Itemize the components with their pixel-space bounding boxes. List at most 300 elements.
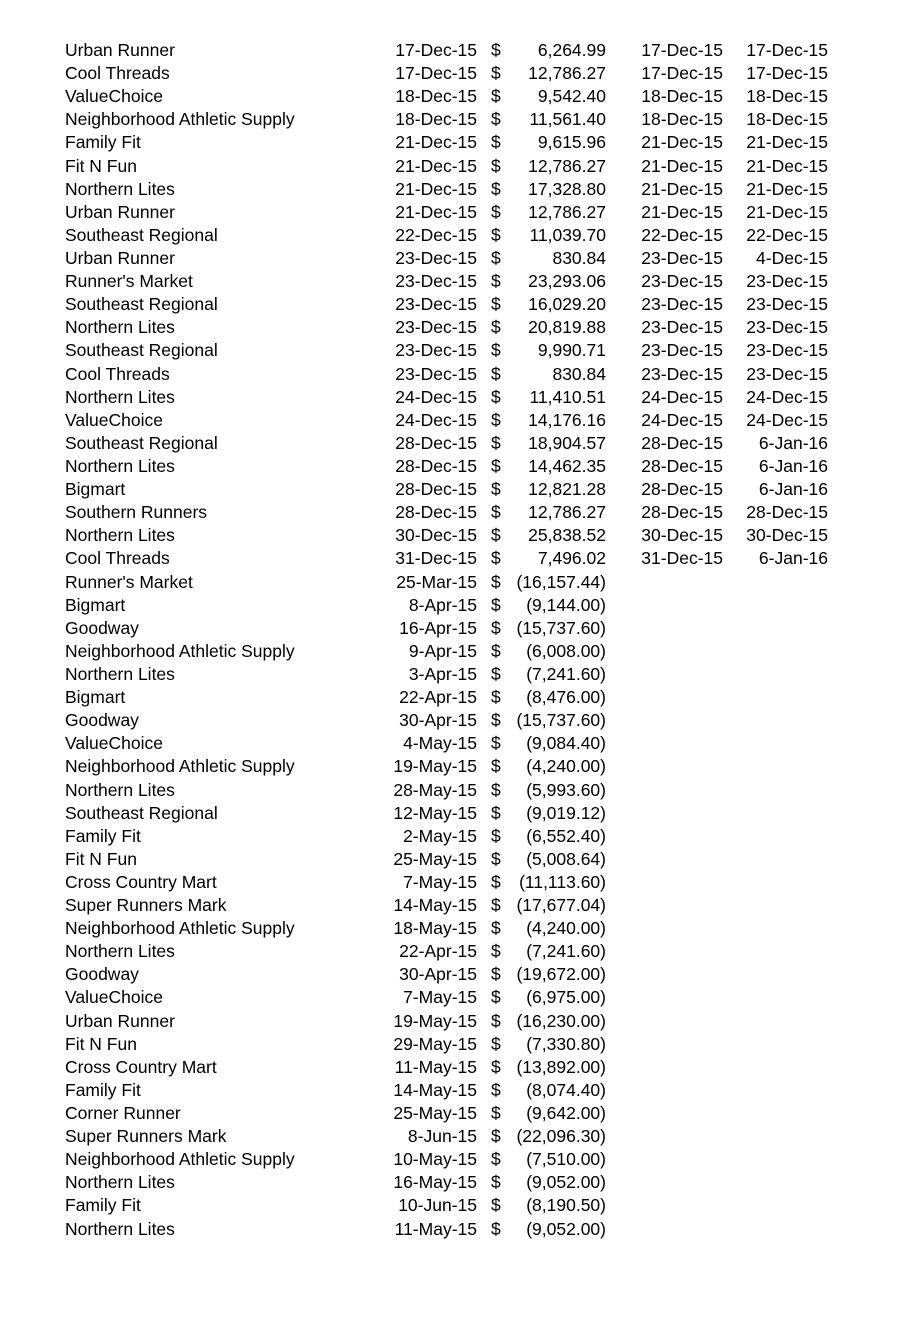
customer-name: Neighborhood Athletic Supply [65,109,295,130]
invoice-date: 19-May-15 [393,1010,477,1031]
customer-name: Northern Lites [65,178,175,199]
invoice-date: 12-May-15 [393,802,477,823]
currency-symbol: $ [491,918,501,939]
currency-symbol: $ [491,201,501,222]
date-col-2: 22-Dec-15 [641,224,723,245]
invoice-date: 8-Jun-15 [407,1126,477,1147]
table-row [0,686,924,709]
table-row [0,848,924,871]
amount: (22,096.30) [516,1126,606,1147]
table-row [0,316,924,339]
table-row [0,547,924,570]
customer-name: Family Fit [65,132,141,153]
invoice-date: 19-May-15 [393,756,477,777]
amount: 9,615.96 [537,132,606,153]
table-row [0,293,924,316]
currency-symbol: $ [491,294,501,315]
amount: (15,737.60) [516,710,606,731]
invoice-date: 4-May-15 [403,733,477,754]
invoice-date: 9-Apr-15 [408,640,477,661]
amount: 11,561.40 [529,109,606,130]
date-col-2: 23-Dec-15 [641,340,723,361]
customer-name: Northern Lites [65,663,175,684]
date-col-2: 23-Dec-15 [641,317,723,338]
currency-symbol: $ [491,1103,501,1124]
amount: 14,176.16 [528,409,606,430]
date-col-2: 18-Dec-15 [641,86,723,107]
table-row [0,1148,924,1171]
currency-symbol: $ [491,178,501,199]
customer-name: Northern Lites [65,1218,175,1239]
currency-symbol: $ [491,1195,501,1216]
customer-name: Cross Country Mart [65,1056,217,1077]
invoice-date: 30-Apr-15 [399,964,477,985]
amount: (9,052.00) [526,1172,606,1193]
invoice-date: 22-Apr-15 [399,687,477,708]
currency-symbol: $ [491,1172,501,1193]
date-col-2: 18-Dec-15 [641,109,723,130]
invoice-date: 18-Dec-15 [395,86,477,107]
amount: (11,113.60) [519,871,606,892]
amount: 14,462.35 [528,455,606,476]
table-row [0,663,924,686]
table-row [0,732,924,755]
customer-name: Cool Threads [65,63,170,84]
invoice-date: 31-Dec-15 [395,548,477,569]
invoice-date: 10-May-15 [393,1149,477,1170]
amount: (5,008.64) [526,848,606,869]
currency-symbol: $ [491,871,501,892]
amount: 16,029.20 [528,294,606,315]
currency-symbol: $ [491,756,501,777]
table-row [0,108,924,131]
invoice-date: 11-May-15 [394,1218,477,1239]
currency-symbol: $ [491,132,501,153]
date-col-3: 30-Dec-15 [746,525,828,546]
customer-name: Goodway [65,617,139,638]
date-col-3: 23-Dec-15 [746,294,828,315]
currency-symbol: $ [491,964,501,985]
customer-name: Southeast Regional [65,802,218,823]
amount: 830.84 [552,247,606,268]
invoice-date: 29-May-15 [393,1033,477,1054]
currency-symbol: $ [491,733,501,754]
table-row [0,432,924,455]
date-col-2: 28-Dec-15 [641,432,723,453]
invoice-date: 23-Dec-15 [395,340,477,361]
customer-name: Corner Runner [65,1103,181,1124]
customer-name: Family Fit [65,1195,141,1216]
currency-symbol: $ [491,432,501,453]
invoice-date: 17-Dec-15 [395,40,477,60]
table-row [0,501,924,524]
date-col-3: 18-Dec-15 [746,109,828,130]
date-col-3: 23-Dec-15 [746,271,828,292]
amount: 20,819.88 [528,317,606,338]
table-row [0,571,924,594]
amount: (9,642.00) [526,1103,606,1124]
amount: (17,677.04) [516,895,606,916]
currency-symbol: $ [491,571,501,592]
currency-symbol: $ [491,1079,501,1100]
date-col-2: 21-Dec-15 [641,155,723,176]
date-col-2: 24-Dec-15 [641,409,723,430]
invoice-date: 23-Dec-15 [395,294,477,315]
table-row [0,1102,924,1125]
invoice-date: 28-May-15 [393,779,477,800]
amount: (16,157.44) [516,571,606,592]
table-row [0,224,924,247]
table-row [0,155,924,178]
table-row [0,270,924,293]
customer-name: ValueChoice [65,409,163,430]
invoice-date: 30-Dec-15 [395,525,477,546]
invoice-date: 14-May-15 [393,895,477,916]
customer-name: Urban Runner [65,201,175,222]
customer-name: Runner's Market [65,271,193,292]
currency-symbol: $ [491,1033,501,1054]
table-row [0,1079,924,1102]
table-row [0,247,924,270]
amount: (9,019.12) [526,802,606,823]
customer-name: ValueChoice [65,733,163,754]
table-row [0,917,924,940]
amount: 12,786.27 [528,502,606,523]
spreadsheet-page [0,39,924,1241]
customer-name: Runner's Market [65,571,193,592]
date-col-3: 6-Jan-16 [758,455,828,476]
currency-symbol: $ [491,663,501,684]
invoice-date: 18-May-15 [393,918,477,939]
currency-symbol: $ [491,247,501,268]
amount: 17,328.80 [528,178,606,199]
table-row [0,594,924,617]
customer-name: ValueChoice [65,86,163,107]
invoice-date: 21-Dec-15 [395,155,477,176]
table-row [0,1218,924,1241]
customer-name: Northern Lites [65,455,175,476]
amount: 12,786.27 [528,63,606,84]
table-row [0,825,924,848]
customer-name: Urban Runner [65,1010,175,1031]
currency-symbol: $ [491,455,501,476]
invoice-date: 28-Dec-15 [395,502,477,523]
date-col-2: 23-Dec-15 [641,294,723,315]
amount: (6,975.00) [526,987,606,1008]
amount: 7,496.02 [537,548,606,569]
customer-name: ValueChoice [65,987,163,1008]
table-row [0,1125,924,1148]
customer-name: Super Runners Mark [65,1126,227,1147]
amount: (19,672.00) [516,964,606,985]
date-col-2: 31-Dec-15 [641,548,723,569]
amount: (16,230.00) [516,1010,606,1031]
table-row [0,755,924,778]
customer-name: Bigmart [65,479,126,500]
table-row [0,1010,924,1033]
invoice-date: 28-Dec-15 [395,432,477,453]
invoice-date: 16-Apr-15 [399,617,477,638]
invoice-date: 22-Apr-15 [399,941,477,962]
amount: 12,786.27 [528,155,606,176]
currency-symbol: $ [491,895,501,916]
table-row [0,386,924,409]
customer-name: Bigmart [65,594,126,615]
invoice-date: 28-Dec-15 [395,455,477,476]
table-row [0,779,924,802]
table-row [0,963,924,986]
invoice-date: 11-May-15 [394,1056,477,1077]
table-row [0,1171,924,1194]
date-col-2: 17-Dec-15 [641,63,723,84]
amount: 18,904.57 [528,432,606,453]
invoice-date: 21-Dec-15 [395,178,477,199]
invoice-date: 24-Dec-15 [395,386,477,407]
date-col-2: 24-Dec-15 [641,386,723,407]
date-col-2: 28-Dec-15 [641,455,723,476]
amount: (8,476.00) [526,687,606,708]
date-col-3: 22-Dec-15 [746,224,828,245]
invoice-date: 7-May-15 [403,871,477,892]
table-row [0,178,924,201]
currency-symbol: $ [491,1218,501,1239]
amount: 12,786.27 [528,201,606,222]
customer-name: Southeast Regional [65,294,218,315]
customer-name: Southeast Regional [65,432,218,453]
amount: (6,008.00) [526,640,606,661]
customer-name: Southeast Regional [65,340,218,361]
currency-symbol: $ [491,1056,501,1077]
customer-name: Northern Lites [65,317,175,338]
date-col-3: 24-Dec-15 [746,409,828,430]
customer-name: Cross Country Mart [65,871,217,892]
amount: 23,293.06 [528,271,606,292]
customer-name: Family Fit [65,1079,141,1100]
table-row [0,478,924,501]
amount: 12,821.28 [528,479,606,500]
currency-symbol: $ [491,640,501,661]
currency-symbol: $ [491,779,501,800]
customer-name: Northern Lites [65,1172,175,1193]
invoice-date: 18-Dec-15 [395,109,477,130]
invoice-date: 7-May-15 [403,987,477,1008]
currency-symbol: $ [491,63,501,84]
invoice-date: 17-Dec-15 [395,63,477,84]
date-col-2: 28-Dec-15 [641,502,723,523]
invoice-date: 30-Apr-15 [399,710,477,731]
amount: 9,990.71 [537,340,606,361]
amount: 830.84 [552,363,606,384]
customer-name: Northern Lites [65,386,175,407]
amount: (8,074.40) [526,1079,606,1100]
invoice-date: 24-Dec-15 [395,409,477,430]
currency-symbol: $ [491,340,501,361]
table-row [0,363,924,386]
customer-name: Neighborhood Athletic Supply [65,1149,295,1170]
currency-symbol: $ [491,594,501,615]
date-col-2: 30-Dec-15 [641,525,723,546]
customer-name: Northern Lites [65,779,175,800]
table-row [0,1194,924,1217]
currency-symbol: $ [491,617,501,638]
table-row [0,871,924,894]
date-col-3: 6-Jan-16 [758,432,828,453]
currency-symbol: $ [491,479,501,500]
date-col-2: 17-Dec-15 [641,40,723,60]
table-row [0,640,924,663]
invoice-date: 2-May-15 [403,825,477,846]
invoice-date: 10-Jun-15 [398,1195,477,1216]
amount: (9,144.00) [526,594,606,615]
invoice-date: 23-Dec-15 [395,317,477,338]
invoice-date: 25-Mar-15 [396,571,477,592]
customer-name: Southern Runners [65,502,208,523]
customer-name: Family Fit [65,825,141,846]
customer-name: Neighborhood Athletic Supply [65,640,295,661]
table-row [0,1056,924,1079]
currency-symbol: $ [491,317,501,338]
date-col-3: 4-Dec-15 [756,247,828,268]
date-col-2: 21-Dec-15 [641,132,723,153]
customer-name: Fit N Fun [65,848,137,869]
customer-name: Goodway [65,964,139,985]
currency-symbol: $ [491,548,501,569]
date-col-3: 24-Dec-15 [746,386,828,407]
currency-symbol: $ [491,825,501,846]
date-col-3: 21-Dec-15 [746,178,828,199]
customer-name: Neighborhood Athletic Supply [65,756,295,777]
currency-symbol: $ [491,224,501,245]
invoice-date: 23-Dec-15 [395,363,477,384]
table-row [0,1033,924,1056]
customer-name: Cool Threads [65,363,170,384]
customer-name: Super Runners Mark [65,895,227,916]
table-row [0,617,924,640]
amount: (7,510.00) [526,1149,606,1170]
currency-symbol: $ [491,987,501,1008]
invoice-date: 16-May-15 [393,1172,477,1193]
currency-symbol: $ [491,409,501,430]
amount: 11,039.70 [529,224,606,245]
date-col-3: 28-Dec-15 [746,502,828,523]
table-row [0,894,924,917]
date-col-2: 23-Dec-15 [641,271,723,292]
customer-name: Cool Threads [65,548,170,569]
table-row [0,986,924,1009]
currency-symbol: $ [491,1149,501,1170]
invoice-date: 21-Dec-15 [395,132,477,153]
currency-symbol: $ [491,1010,501,1031]
amount: (9,084.40) [526,733,606,754]
invoice-date: 14-May-15 [393,1079,477,1100]
table-row [0,39,924,62]
amount: (9,052.00) [526,1218,606,1239]
invoice-date: 22-Dec-15 [395,224,477,245]
currency-symbol: $ [491,155,501,176]
amount: (4,240.00) [526,918,606,939]
customer-name: Southeast Regional [65,224,218,245]
amount: (6,552.40) [526,825,606,846]
table-row [0,62,924,85]
customer-name: Fit N Fun [65,155,137,176]
currency-symbol: $ [491,502,501,523]
customer-name: Goodway [65,710,139,731]
invoice-date: 23-Dec-15 [395,271,477,292]
amount: (4,240.00) [526,756,606,777]
currency-symbol: $ [491,386,501,407]
invoice-date: 3-Apr-15 [408,663,477,684]
currency-symbol: $ [491,802,501,823]
date-col-2: 23-Dec-15 [641,247,723,268]
table-row [0,409,924,432]
customer-name: Northern Lites [65,525,175,546]
invoice-date: 23-Dec-15 [395,247,477,268]
table-row [0,802,924,825]
amount: 25,838.52 [528,525,606,546]
amount: (7,330.80) [526,1033,606,1054]
date-col-3: 18-Dec-15 [746,86,828,107]
customer-name: Fit N Fun [65,1033,137,1054]
table-row [0,201,924,224]
amount: 6,264.99 [537,40,606,60]
amount: 9,542.40 [537,86,606,107]
table-row [0,940,924,963]
invoice-date: 28-Dec-15 [395,479,477,500]
table-row [0,524,924,547]
date-col-3: 6-Jan-16 [758,548,828,569]
table-row [0,85,924,108]
date-col-3: 23-Dec-15 [746,340,828,361]
invoice-date: 25-May-15 [393,848,477,869]
currency-symbol: $ [491,525,501,546]
date-col-3: 17-Dec-15 [746,63,828,84]
amount: (7,241.60) [526,663,606,684]
currency-symbol: $ [491,1126,501,1147]
customer-name: Urban Runner [65,40,175,60]
table-row [0,455,924,478]
amount: (13,892.00) [516,1056,606,1077]
table-row [0,131,924,154]
date-col-2: 28-Dec-15 [641,479,723,500]
amount: (7,241.60) [526,941,606,962]
currency-symbol: $ [491,363,501,384]
amount: (8,190.50) [526,1195,606,1216]
table-row [0,709,924,732]
date-col-3: 17-Dec-15 [746,40,828,60]
customer-name: Northern Lites [65,941,175,962]
date-col-3: 23-Dec-15 [746,317,828,338]
amount: 11,410.51 [529,386,606,407]
customer-name: Urban Runner [65,247,175,268]
date-col-3: 21-Dec-15 [746,132,828,153]
date-col-3: 21-Dec-15 [746,155,828,176]
amount: (15,737.60) [516,617,606,638]
invoice-date: 25-May-15 [393,1103,477,1124]
amount: (5,993.60) [526,779,606,800]
currency-symbol: $ [491,109,501,130]
customer-name: Neighborhood Athletic Supply [65,918,295,939]
currency-symbol: $ [491,86,501,107]
date-col-3: 21-Dec-15 [746,201,828,222]
date-col-3: 6-Jan-16 [758,479,828,500]
date-col-3: 23-Dec-15 [746,363,828,384]
date-col-2: 21-Dec-15 [641,201,723,222]
date-col-2: 23-Dec-15 [641,363,723,384]
invoice-date: 21-Dec-15 [395,201,477,222]
currency-symbol: $ [491,710,501,731]
date-col-2: 21-Dec-15 [641,178,723,199]
currency-symbol: $ [491,271,501,292]
